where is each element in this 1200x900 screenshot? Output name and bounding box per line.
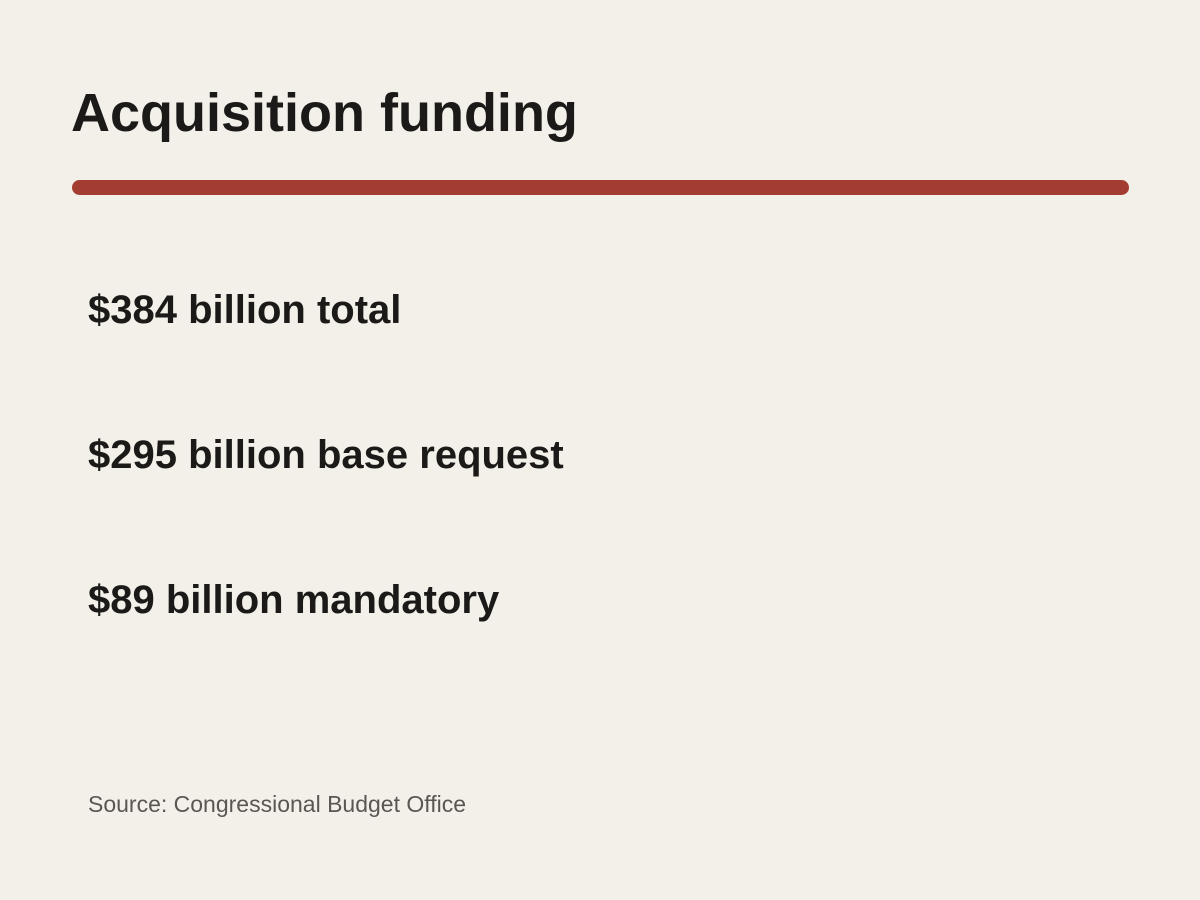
stat-total: $384 billion total [88, 288, 402, 332]
source-note: Source: Congressional Budget Office [88, 791, 467, 817]
stat-base-request: $295 billion base request [88, 433, 564, 477]
title-divider [72, 180, 1129, 195]
stat-mandatory: $89 billion mandatory [88, 578, 500, 622]
page-title: Acquisition funding [71, 83, 578, 143]
